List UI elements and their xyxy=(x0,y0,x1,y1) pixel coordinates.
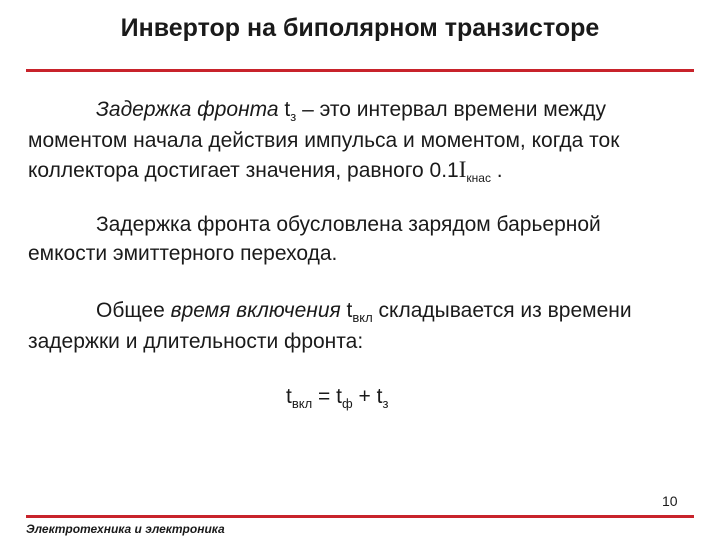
symbol-t: t xyxy=(284,98,291,121)
footer-course-title: Электротехника и электроника xyxy=(26,522,225,536)
text-fragment: . xyxy=(490,159,503,182)
subscript-knas: кнас xyxy=(466,171,491,185)
footer-divider xyxy=(26,515,694,518)
text-line: коллектора достигает значения, равного 0.1 xyxy=(28,159,459,182)
subscript-z: з xyxy=(290,109,297,124)
text-line: задержки и длительности фронта: xyxy=(28,330,364,353)
symbol-t: t xyxy=(340,299,353,322)
term-rise-delay: Задержка фронта xyxy=(96,98,279,121)
text-fragment: Общее xyxy=(96,299,171,322)
page-number: 10 xyxy=(662,493,678,509)
paragraph-rise-delay xyxy=(28,95,718,188)
symbol-current-i: I xyxy=(458,157,467,182)
paragraph-rise-cause xyxy=(28,210,718,268)
text-line: емкости эмиттерного перехода. xyxy=(28,242,338,265)
text-line: Задержка фронта обусловлена зарядом барьерной xyxy=(96,213,601,236)
text-fragment: складывается из времени xyxy=(372,299,632,322)
text-fragment: – это интервал времени между xyxy=(296,98,606,121)
text-line: моментом начала действия импульса и моментом, когда ток xyxy=(28,129,620,152)
term-turn-on-time: время включения xyxy=(170,299,341,322)
paragraph-turn-on-time xyxy=(28,296,718,356)
page-title: Инвертор на биполярном транзисторе xyxy=(120,14,600,42)
subscript-vkl: вкл xyxy=(352,310,373,325)
title-divider xyxy=(26,69,694,72)
turn-on-time-formula: $t_{вкл} = t_ф + t_з$ xyxy=(286,385,389,411)
